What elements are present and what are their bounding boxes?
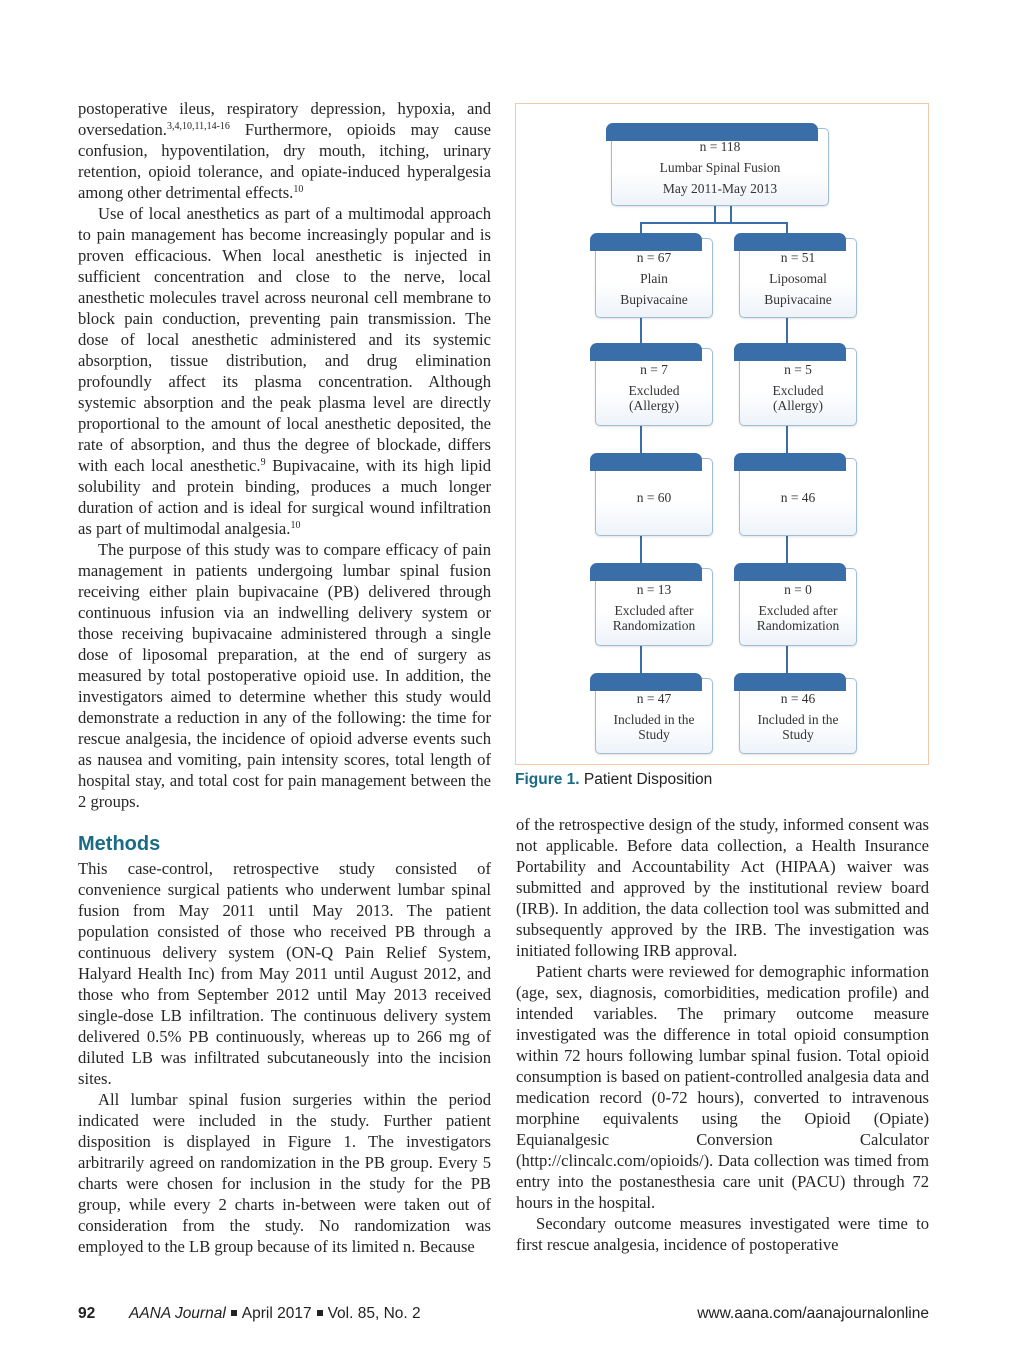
citation: 10 (290, 520, 301, 531)
box-tab (590, 453, 702, 471)
box-tab (590, 563, 702, 581)
connector (640, 646, 642, 676)
box-line: n = 13 (636, 581, 672, 597)
page-number: 92 (78, 1305, 96, 1322)
box-tab (734, 453, 846, 471)
box-line: Liposomal (769, 270, 827, 286)
flow-box-lb-excluded-allergy (739, 348, 857, 426)
box-line: Study (782, 726, 814, 742)
paragraph: All lumbar spinal fusion surgeries within the period indicated were included in the study. Further patient disposition is displayed in Figure 1. The investigators arbitrarily agreed on randomization in the PB group. Every 5 charts were chosen for inclusion in the study for the PB group, while every 2 charts in-between were taken out of consideration from the study. No randomization was employed to the LB group because of its limited n. Because (78, 1090, 491, 1256)
box-line: Excluded (772, 382, 824, 398)
figure-caption (515, 771, 712, 789)
box-tab (734, 673, 846, 691)
paragraph (78, 98, 491, 203)
box-tab (590, 343, 702, 361)
citation: 10 (293, 184, 304, 195)
figure-caption-text: Patient Disposition (583, 771, 713, 788)
box-line: n = 67 (636, 249, 672, 265)
box-line: n = 5 (784, 361, 812, 377)
box-line: Study (638, 726, 670, 742)
box-tab (590, 673, 702, 691)
separator-icon (231, 1310, 237, 1316)
connector (640, 318, 642, 346)
box-tab (734, 343, 846, 361)
paragraph: Secondary outcome measures investigated were time to first rescue analgesia, incidence of postoperative (516, 1214, 929, 1254)
box-line: (Allergy) (773, 397, 823, 413)
flow-box-total (611, 128, 829, 206)
text: postoperative ileus, respiratory depression, hypoxia, and oversedation. (78, 99, 491, 139)
box-line: n = 46 (780, 489, 816, 505)
connector (786, 536, 788, 566)
flow-box-plain-bupivacaine (595, 238, 713, 318)
paragraph: of the retrospective design of the study, informed consent was not applicable. Before data collection, a Health Insurance Portability and Accountability Act (HIPAA) waiver was submitted and approved by the institutional review board (IRB). In addition, the data collection tool was submitted and subsequently approved by the IRB. The investigation was initiated following IRB approval. (516, 815, 929, 960)
figure-label: Figure 1. (515, 771, 580, 788)
box-tab (734, 233, 846, 251)
right-column (516, 814, 929, 1255)
box-line: n = 46 (780, 690, 816, 706)
connector (640, 426, 642, 456)
flow-box-pb-included (595, 678, 713, 754)
box-line: Randomization (612, 617, 696, 633)
paragraph (78, 203, 491, 539)
box-line: Bupivacaine (764, 291, 832, 307)
connector (640, 222, 788, 224)
flow-box-pb-excluded-randomization (595, 568, 713, 646)
journal-name: AANA Journal (129, 1305, 226, 1322)
flow-box-lb-excluded-randomization (739, 568, 857, 646)
text: Bupivacaine, with its high lipid solubility and protein binding, produces a much longer duration of action and is ideal for surgical wound infiltration as part of multimodal analgesia. (78, 456, 491, 538)
box-line: Lumbar Spinal Fusion (659, 159, 781, 175)
volume: Vol. 85, No. 2 (327, 1305, 421, 1322)
box-line: n = 47 (636, 690, 672, 706)
box-line: n = 60 (636, 489, 672, 505)
section-heading-methods: Methods (78, 833, 161, 855)
box-line: n = 7 (640, 361, 668, 377)
citation: 9 (260, 457, 266, 468)
flow-box-lb-included (739, 678, 857, 754)
separator-icon (317, 1310, 323, 1316)
box-tab (590, 233, 702, 251)
box-tab (734, 563, 846, 581)
journal-url: www.aana.com/aanajournalonline (697, 1305, 929, 1322)
box-line: Included in the (613, 711, 695, 727)
journal-citation (129, 1305, 421, 1323)
box-line: Included in the (757, 711, 839, 727)
text: Use of local anesthetics as part of a multimodal approach to pain management has become increasingly popular and is proven efficacious. When local anesthetic is injected in sufficient concentration and close to the nerve, local anesthetic molecules travel across neuronal cell membrane to block pain conduction, preventing pain transmission. The dose of local anesthetic administered and its systemic absorption, tissue distribution, and drug elimination profoundly affect its plasma concentration. Although systemic absorption and the peak plasma level are directly proportional to the amount of local anesthetic deposited, the rate of absorption, and thus the degree of blockade, differs with each local anesthetic. (78, 204, 491, 475)
text: Furthermore, opioids may cause confusion, hypoventilation, dry mouth, itching, urinary retention, opioid tolerance, and opiate-induced hyperalgesia among other detrimental effects. (78, 120, 491, 202)
box-line: Excluded after (758, 602, 838, 618)
connector (786, 426, 788, 456)
box-line: Bupivacaine (620, 291, 688, 307)
page-footer (78, 1305, 929, 1325)
connector (786, 318, 788, 346)
box-line: Randomization (756, 617, 840, 633)
paragraph: This case-control, retrospective study consisted of convenience surgical patients who underwent lumbar spinal fusion from May 2011 until May 2013. The patient population consisted of those who received PB through a continuous delivery system (ON-Q Pain Relief System, Halyard Health Inc) from May 2011 until August 2012, and those who from September 2012 until May 2013 received single-dose LB infiltration. The continuous delivery system delivered 0.5% PB continuously, whereas up to 266 mg of diluted LB was infiltrated subcutaneously into the incision sites. (78, 859, 491, 1088)
left-column (78, 98, 491, 1257)
box-line: May 2011-May 2013 (662, 180, 778, 196)
box-line: n = 118 (699, 138, 741, 154)
box-line: n = 0 (784, 581, 812, 597)
citation: 3,4,10,11,14-16 (166, 121, 230, 132)
paragraph: The purpose of this study was to compare efficacy of pain management in patients undergoing lumbar spinal fusion receiving either plain bupivacaine (PB) delivered through continuous infusion via an indwelling delivery system or those receiving bupivacaine administered through a single dose of liposomal preparation, at the end of surgery as measured by total postoperative opioid use. In addition, the investigators aimed to determine whether this study would demonstrate a reduction in any of the following: the time for rescue analgesia, the incidence of opioid adverse events such as nausea and vomiting, pain intensity scores, total length of hospital stay, and total cost for pain management between the 2 groups. (78, 540, 491, 811)
box-line: Excluded after (614, 602, 694, 618)
box-line: n = 51 (780, 249, 816, 265)
connector (786, 646, 788, 676)
box-line: Excluded (628, 382, 680, 398)
box-line: Plain (640, 270, 668, 286)
connector (640, 536, 642, 566)
box-line: (Allergy) (629, 397, 679, 413)
flow-box-liposomal-bupivacaine (739, 238, 857, 318)
issue-date: April 2017 (241, 1305, 312, 1322)
flow-box-pb-remaining (595, 458, 713, 536)
flow-box-lb-remaining (739, 458, 857, 536)
flow-box-pb-excluded-allergy (595, 348, 713, 426)
paragraph: Patient charts were reviewed for demographic information (age, sex, diagnosis, comorbidities, medication profile) and intended variables. The primary outcome measure investigated was the difference in total opioid consumption within 72 hours following lumbar spinal fusion. Total opioid consumption is based on patient-controlled analgesia data and medication record (0-72 hours), converted to intravenous morphine equivalents using the Opioid (Opiate) Equianalgesic Conversion Calculator (http://clincalc.com/opioids/). Data collection was timed from entry into the postanesthesia care unit (PACU) through 72 hours in the hospital. (516, 962, 929, 1212)
